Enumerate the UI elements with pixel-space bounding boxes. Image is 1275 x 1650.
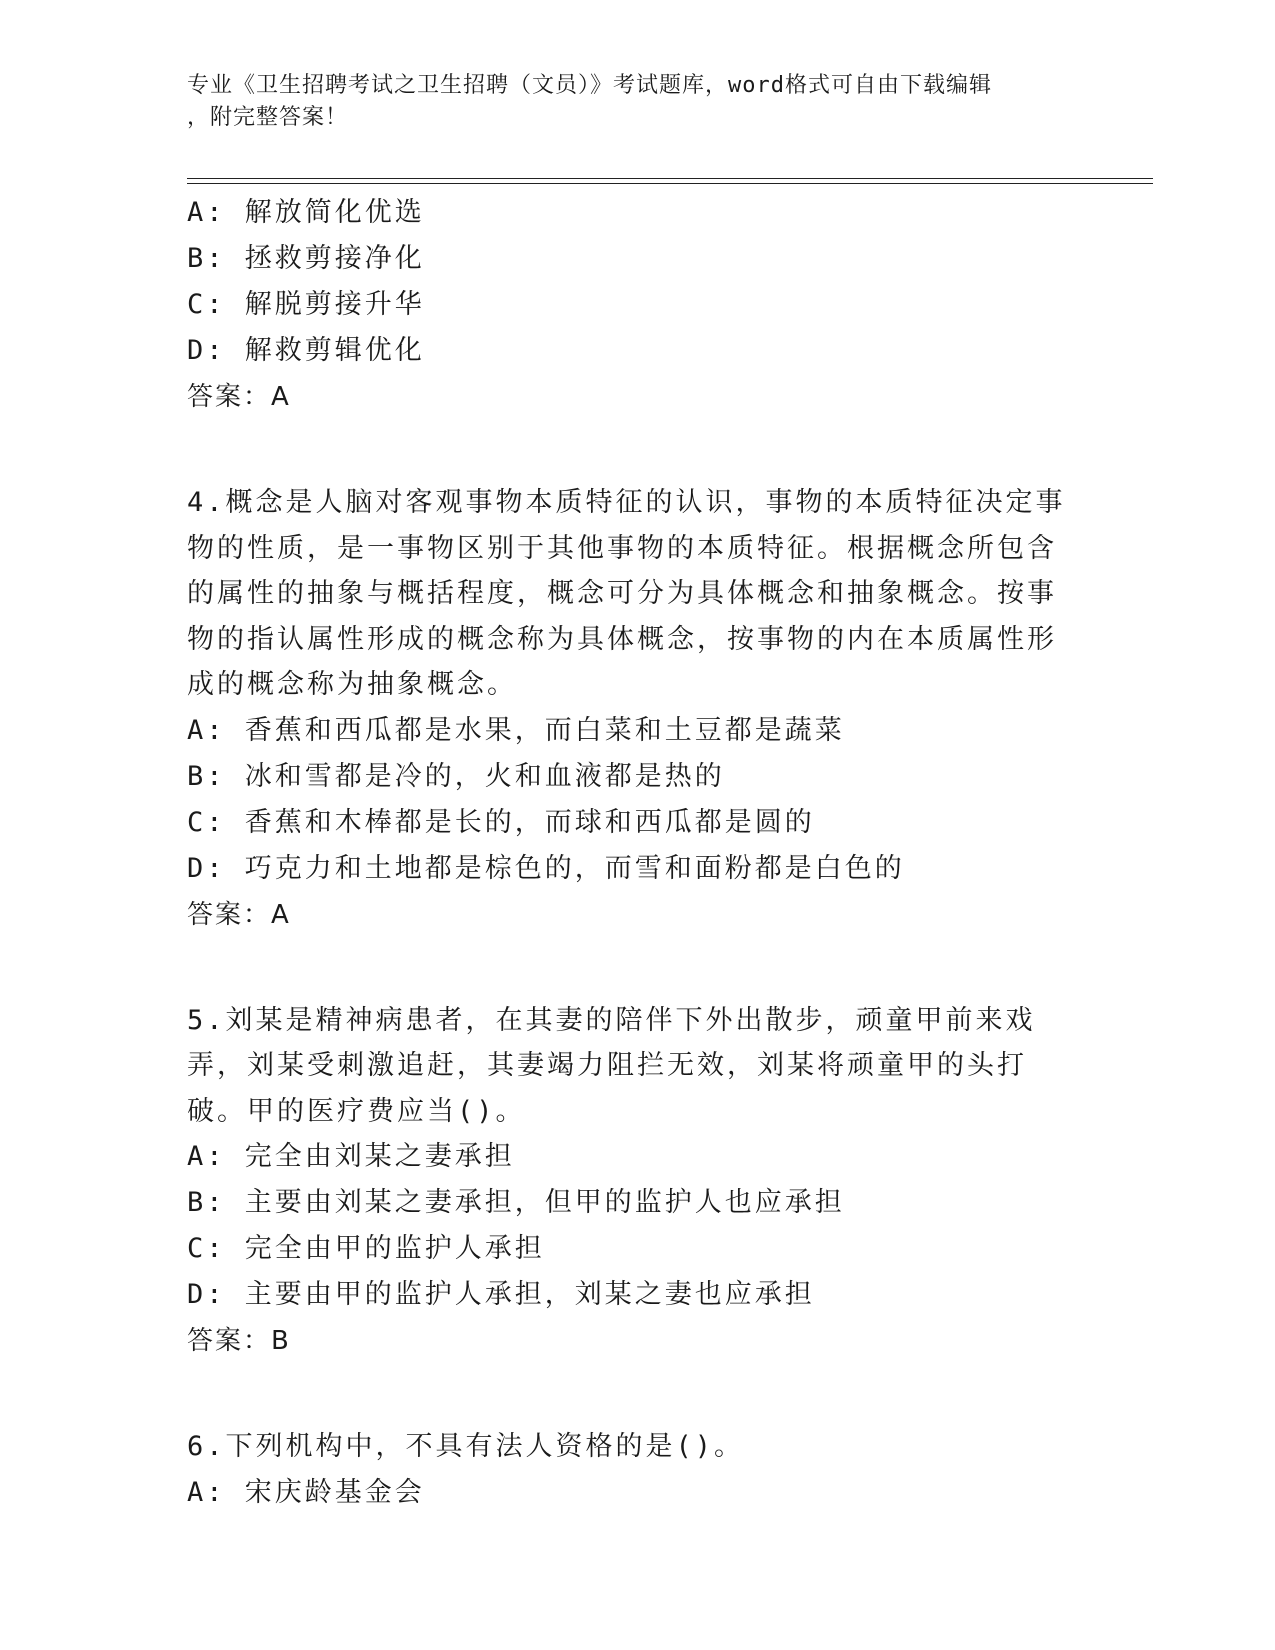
option-b: B: 冰和雪都是冷的，火和血液都是热的: [187, 760, 725, 792]
option-c: C: 完全由甲的监护人承担: [187, 1233, 545, 1264]
option-c: C: 解脱剪接升华: [187, 289, 425, 320]
spacer: [187, 938, 1067, 998]
question-6: [187, 1424, 1067, 1516]
question-3: [187, 190, 1067, 420]
question-stem: 6.下列机构中，不具有法人资格的是()。: [187, 1431, 745, 1462]
option-d: D: 主要由甲的监护人承担，刘某之妻也应承担: [187, 1279, 815, 1310]
question-stem: 5.刘某是精神病患者，在其妻的陪伴下外出散步，顽童甲前来戏弄，刘某受刺激追赶，其妻竭力阻拦无效，刘某将顽童甲的头打破。甲的医疗费应当()。: [187, 1004, 1036, 1127]
document-header: 专业《卫生招聘考试之卫生招聘（文员）》考试题库，word格式可自由下载编辑 ，附完整答案！: [187, 73, 992, 130]
answer: 答案：B: [187, 1326, 291, 1356]
spacer: [187, 1364, 1067, 1424]
question-5: [187, 998, 1067, 1365]
option-b: B: 拯救剪接净化: [187, 243, 425, 274]
option-d: D: 解救剪辑优化: [187, 335, 425, 366]
answer: 答案：A: [187, 382, 291, 412]
option-a: A: 宋庆龄基金会: [187, 1476, 425, 1508]
option-b: B: 主要由刘某之妻承担，但甲的监护人也应承担: [187, 1187, 845, 1218]
question-list: [187, 190, 1067, 1516]
header-divider-top: [187, 178, 1153, 179]
spacer: [187, 420, 1067, 480]
option-a: A: 完全由刘某之妻承担: [187, 1141, 515, 1172]
question-stem: 4.概念是人脑对客观事物本质特征的认识，事物的本质特征决定事物的性质，是一事物区别于其他事物的本质特征。根据概念所包含的属性的抽象与概括程度，概念可分为具体概念和抽象概念。按事物的指认属性形成的概念称为具体概念，按事物的内在本质属性形成的概念称为抽象概念。: [187, 487, 1066, 700]
answer: 答案：A: [187, 899, 291, 930]
header-divider-bottom: [187, 183, 1153, 184]
option-c: C: 香蕉和木棒都是长的，而球和西瓜都是圆的: [187, 806, 815, 838]
question-4: [187, 480, 1067, 938]
option-a: A: 香蕉和西瓜都是水果，而白菜和土豆都是蔬菜: [187, 714, 845, 746]
option-a: A: 解放简化优选: [187, 197, 425, 228]
option-d: D: 巧克力和土地都是棕色的，而雪和面粉都是白色的: [187, 852, 905, 884]
